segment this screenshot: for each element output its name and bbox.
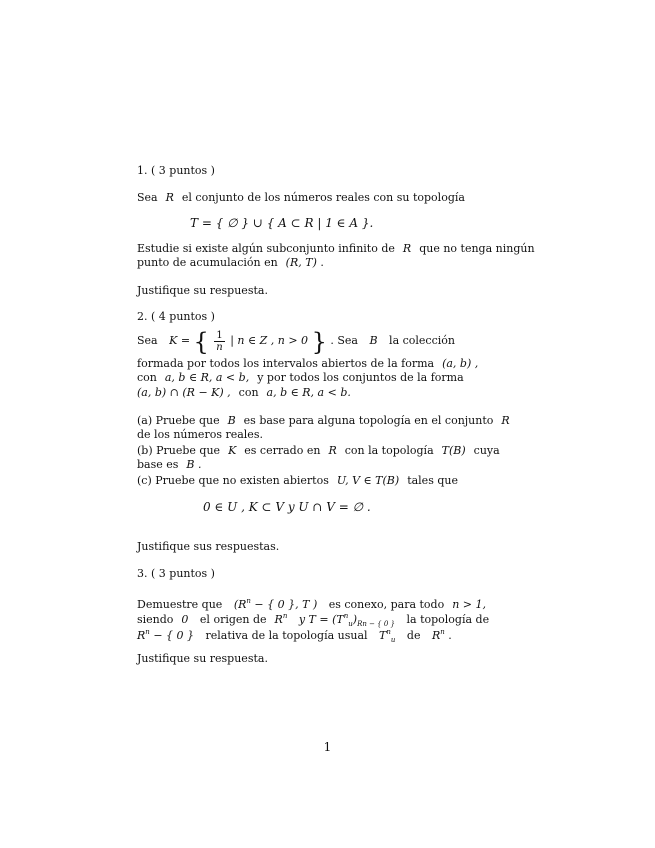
problem-1-question-cont: punto de acumulación en (R, T) . — [137, 256, 324, 269]
topology-formula: T = { ∅ } ∪ { A ⊂ R | 1 ∈ A }. — [190, 216, 374, 230]
set-K-definition: Sea K = { $\frac{1}{n}$ | n ∈ Z , n > 0 } . Sea B la colección — [137, 328, 455, 356]
part-c: (c) Pruebe que no existen abiertos U, V ∈ T(B) tales que — [137, 474, 458, 487]
problem-3-line-3: $R^n$ − { 0 } relativa de la topología usual $T^n_u$ de $R^n$ . — [137, 628, 452, 644]
problem-2-justify: Justifique sus respuestas. — [137, 540, 280, 553]
problem-3-justify: Justifique su respuesta. — [137, 652, 268, 665]
part-b-cont: base es B . — [137, 458, 202, 471]
problem-3-line-2: siendo 0 el origen de $R^n$ y $T = (T^n_u)_{Rn - \{ 0 \}}$ la topología de — [137, 612, 490, 628]
fraction-one-over-n: $\frac{1}{n}$ — [216, 329, 223, 353]
problem-2-line-4: (a, b) ∩ (R − K) , con a, b ∈ R, a < b. — [137, 386, 351, 399]
problem-1-question: Estudie si existe algún subconjunto infinito de R que no tenga ningún — [137, 242, 535, 255]
page-number: 1 — [323, 740, 332, 754]
problem-2-line-2: formada por todos los intervalos abiertos de la forma (a, b) , — [137, 357, 479, 370]
problem-1-intro: Sea R el conjunto de los números reales con su topología — [137, 191, 465, 204]
part-b: (b) Pruebe que K es cerrado en R con la topología T(B) cuya — [137, 444, 500, 457]
part-a: (a) Pruebe que B es base para alguna topología en el conjunto R — [137, 414, 510, 427]
problem-3-heading: 3. ( 3 puntos ) — [137, 567, 215, 580]
part-a-cont: de los números reales. — [137, 428, 263, 441]
part-c-formula: 0 ∈ U , K ⊂ V y U ∩ V = ∅ . — [203, 500, 371, 514]
problem-1-justify: Justifique su respuesta. — [137, 284, 268, 297]
problem-2-line-3: con a, b ∈ R, a < b, y por todos los conjuntos de la forma — [137, 371, 464, 384]
problem-2-heading: 2. ( 4 puntos ) — [137, 310, 215, 323]
problem-1-heading: 1. ( 3 puntos ) — [137, 164, 215, 177]
problem-3-line-1: Demuestre que ($R^n$ − { 0 }, T ) es conexo, para todo n > 1, — [137, 597, 487, 611]
